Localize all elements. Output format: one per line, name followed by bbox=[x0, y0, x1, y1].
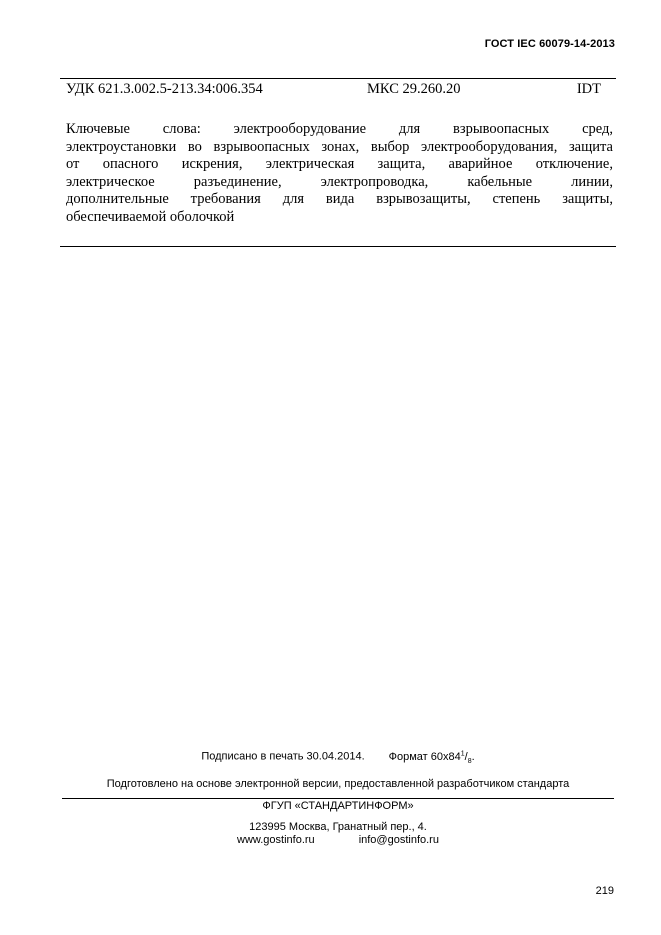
keywords-line: дополнительные требования для вида взрывозащиты, степень защиты, bbox=[66, 191, 613, 208]
imprint-rule bbox=[62, 798, 614, 799]
publisher-email: info@gostinfo.ru bbox=[358, 834, 439, 846]
keywords-line: электрическое разъединение, электропроводка, кабельные линии, bbox=[66, 173, 613, 190]
paper-format-label: Формат 60х84 bbox=[388, 750, 461, 763]
publisher-name: ФГУП «СТАНДАРТИНФОРМ» bbox=[262, 800, 414, 812]
paper-format: Формат $60х84^1/_8$. bbox=[388, 750, 475, 765]
keywords-bottom-rule bbox=[60, 246, 616, 247]
udk-code: УДК 621.3.002.5-213.34:006.354 bbox=[66, 81, 263, 97]
keywords-line: Ключевые слова: электрооборудование для взрывоопасных сред, bbox=[66, 121, 613, 137]
top-rule bbox=[60, 78, 616, 79]
publisher-contacts bbox=[60, 834, 616, 846]
mks-code: МКС 29.260.20 bbox=[367, 81, 461, 97]
paper-format-end: . bbox=[471, 750, 475, 763]
imprint-prepared-note: Подготовлено на основе электронной версии, предоставленной разработчиком стандарта bbox=[106, 778, 570, 790]
publisher-address: 123995 Москва, Гранатный пер., 4. bbox=[249, 821, 427, 833]
publisher-website: www.gostinfo.ru bbox=[237, 834, 315, 846]
classification-codes bbox=[66, 81, 601, 99]
standard-designation: ГОСТ IEC 60079-14-2013 bbox=[484, 38, 615, 50]
keywords-line: обеспечиваемой оболочкой bbox=[66, 208, 235, 225]
paper-format-numerator: 1 bbox=[460, 750, 465, 757]
keywords-line: от опасного искрения, электрическая защита, аварийное отключение, bbox=[66, 156, 613, 173]
page-number: 219 bbox=[595, 885, 614, 897]
keywords-paragraph bbox=[66, 121, 613, 227]
equivalence-code: IDT bbox=[576, 81, 601, 97]
imprint-signed-line bbox=[60, 750, 616, 765]
paper-format-denominator: 8 bbox=[467, 757, 472, 765]
keywords-line: электроустановки во взрывоопасных зонах, выбор электрооборудования, защита bbox=[66, 138, 613, 155]
signed-date: Подписано в печать 30.04.2014. bbox=[201, 750, 365, 763]
